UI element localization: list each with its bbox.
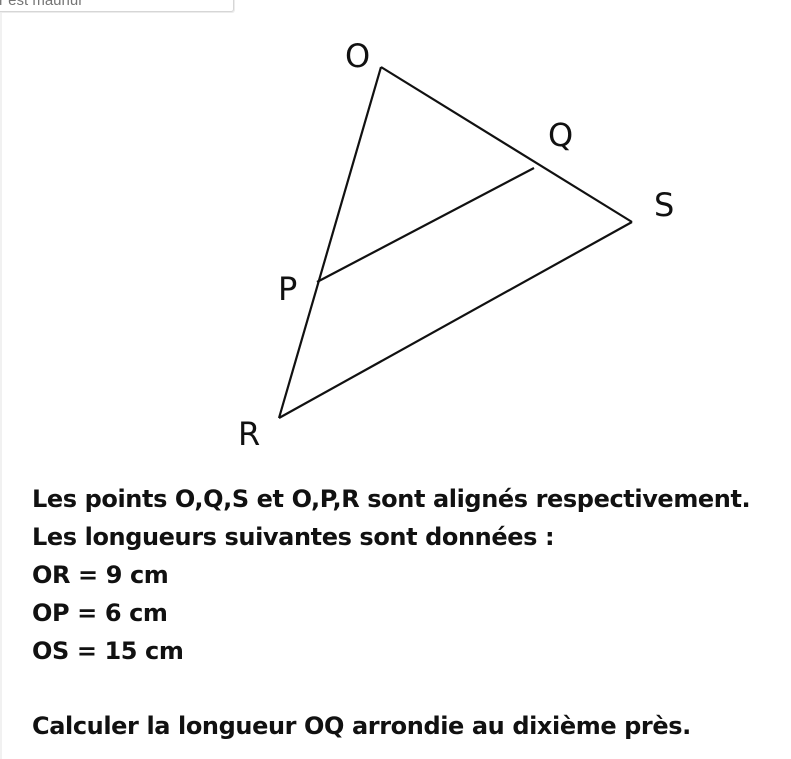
length-or: OR = 9 cm [32,561,169,589]
segment-rs [279,222,632,418]
question: Calculer la longueur OQ arrondie au dixième près. [32,712,691,740]
problem-statement [32,480,787,745]
label-q: Q [548,116,574,154]
length-op: OP = 6 cm [32,599,168,627]
label-s: S [654,186,675,224]
statement-given-lengths: Les longueurs suivantes sont données : [32,523,555,551]
segment-or [279,67,381,418]
label-o: O [345,37,371,75]
segment-os [381,67,632,222]
segment-pq [317,168,534,282]
statement-alignment: Les points O,Q,S et O,P,R sont alignés respectivement. [32,485,751,513]
label-r: R [238,415,261,453]
length-os: OS = 15 cm [32,637,184,665]
label-p: P [278,270,298,308]
